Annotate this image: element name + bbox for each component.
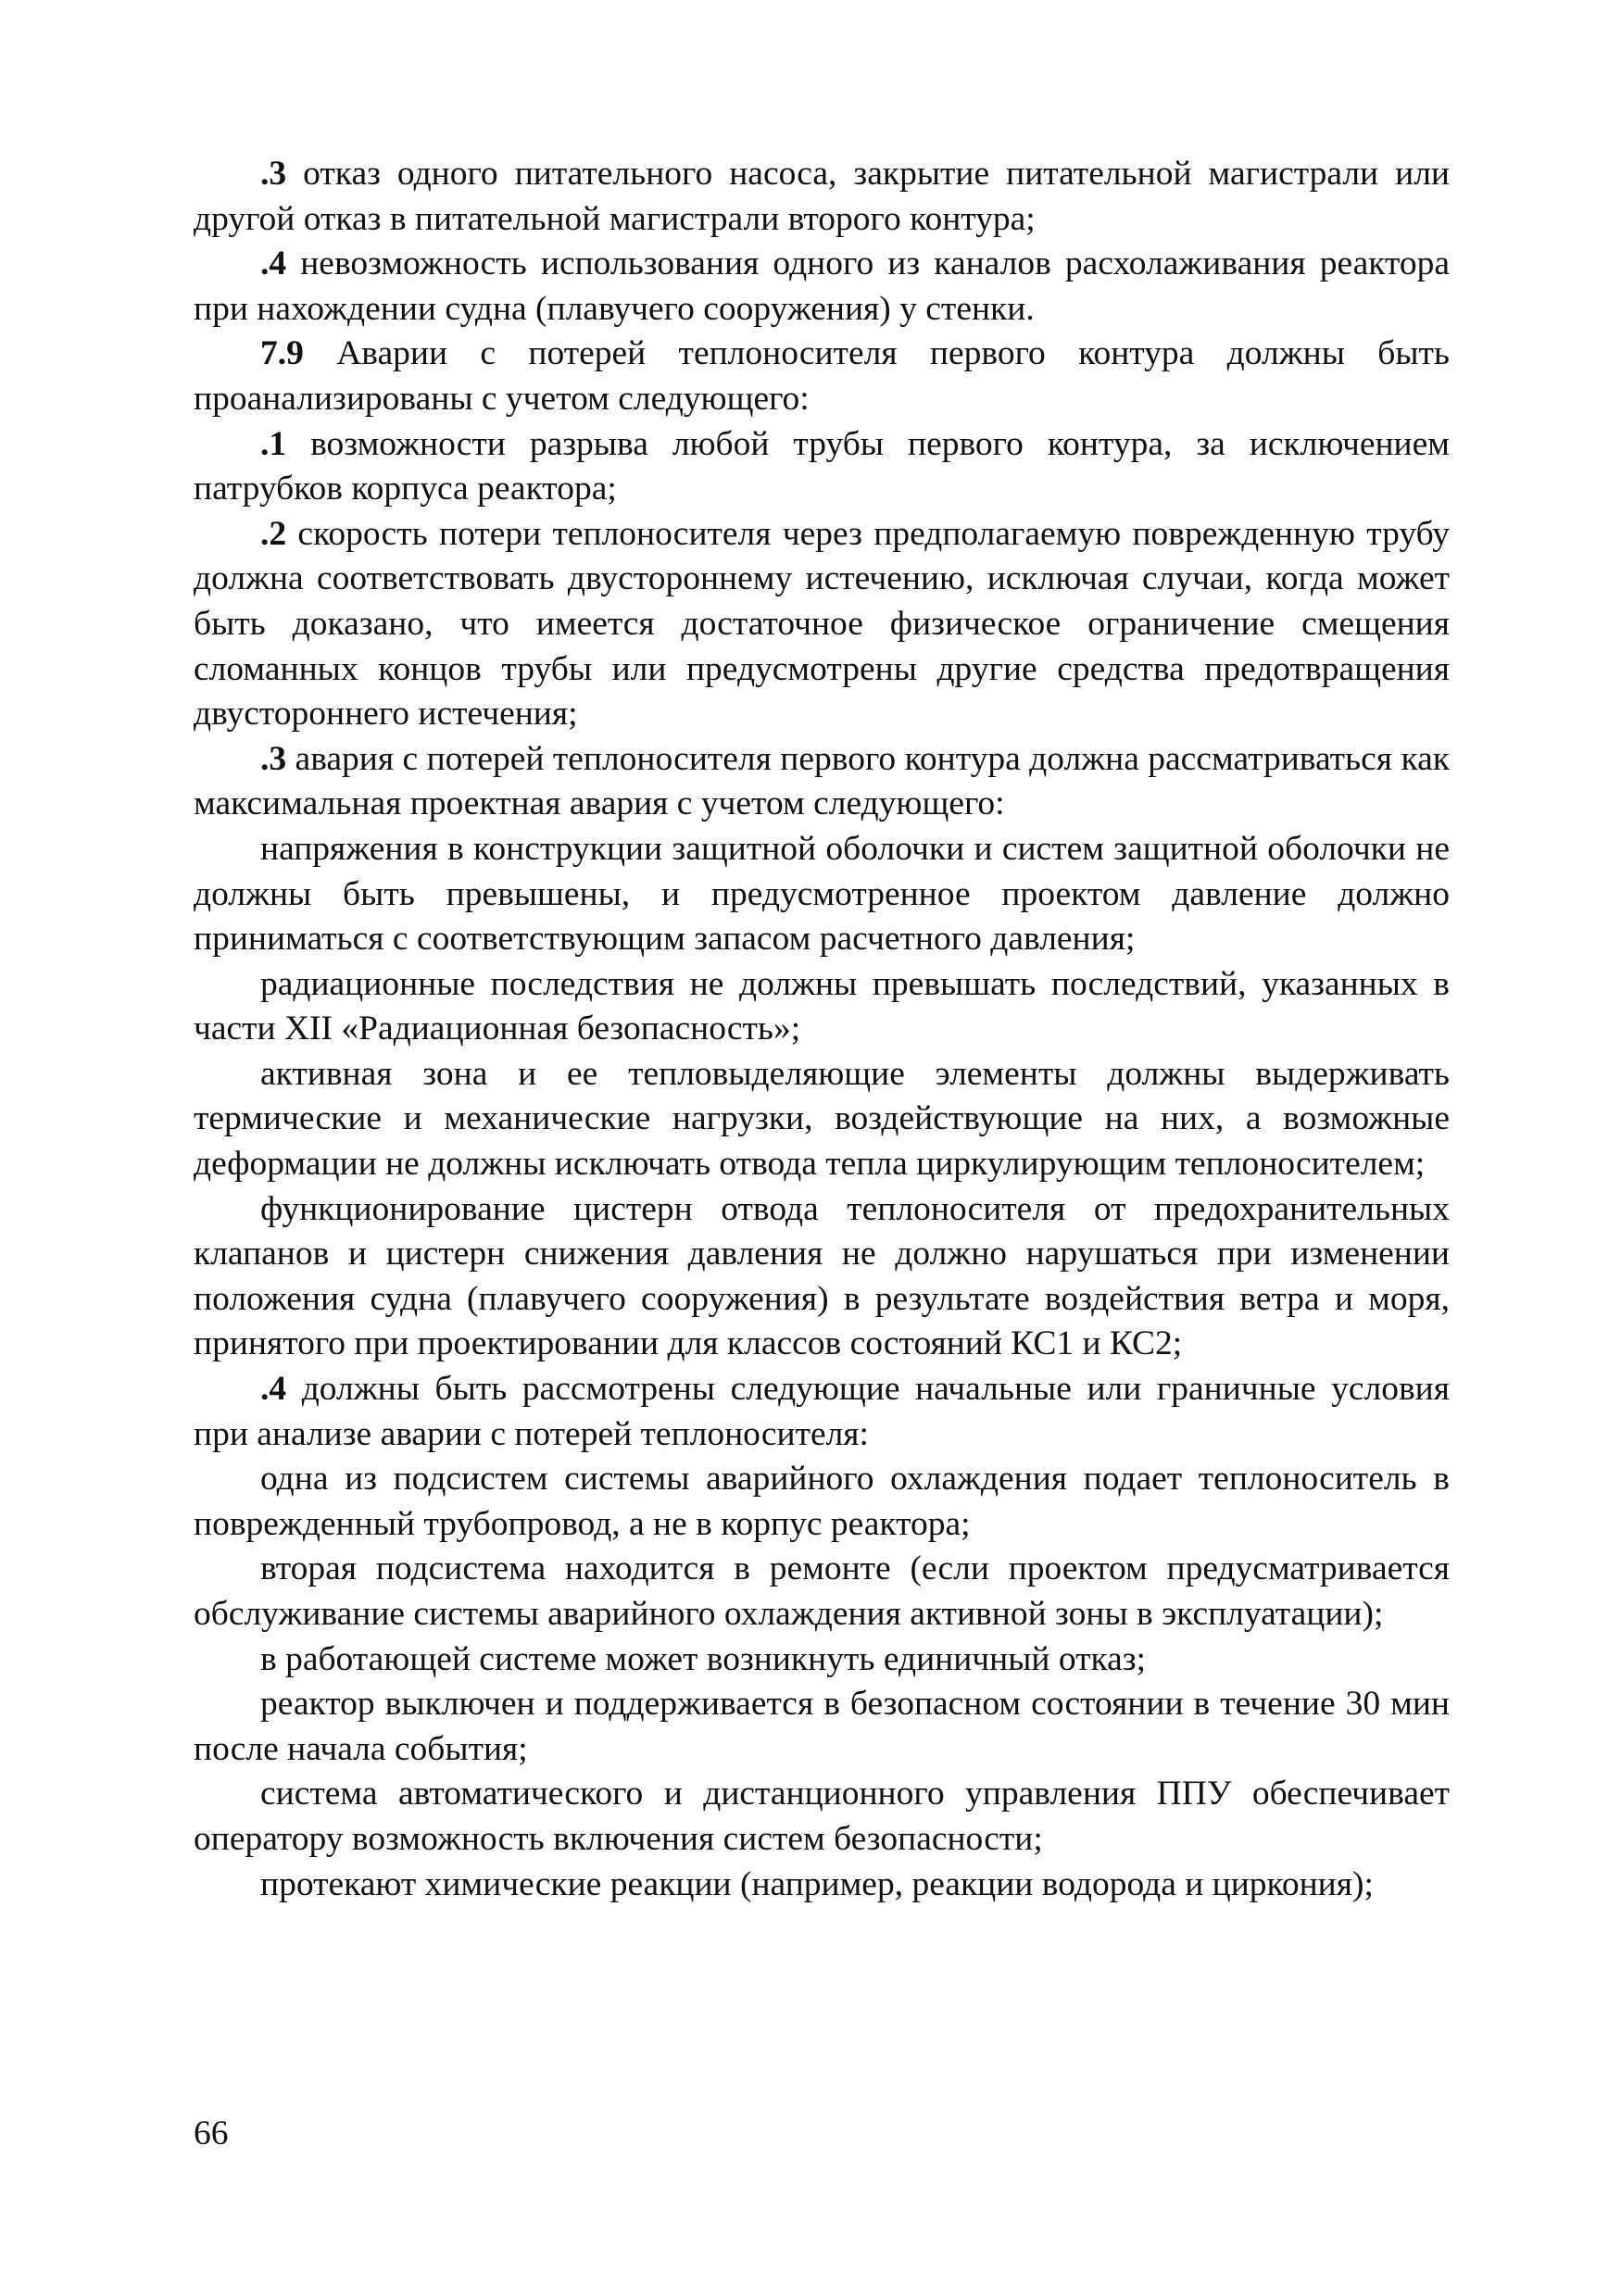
paragraph-text: протекают химические реакции (например, реакции водорода и циркония); [260,1864,1374,1903]
item-number: .2 [260,514,287,553]
paragraph-text: активная зона и ее тепловыделяющие элементы должны выдерживать термические и механические нагрузки, воздействующие на них, а возможные деформации не должны исключать отвода тепла циркулирующим теплоносителем; [194,1054,1450,1184]
paragraph-text: система автоматического и дистанционного управления ППУ обеспечивает оператору возможность включения систем безопасности; [194,1775,1450,1858]
section-paragraph [194,332,1450,421]
item-number: .1 [260,424,287,463]
paragraph-text: радиационные последствия не должны превышать последствий, указанных в части XII «Радиационная безопасность»; [194,964,1450,1048]
section-number: 7.9 [260,334,304,373]
paragraph-text: одна из подсистем системы аварийного охлаждения подает теплоноситель в поврежденный трубопровод, а не в корпус реактора; [194,1460,1450,1543]
paragraph-text: возможности разрыва любой трубы первого контура, за исключением патрубков корпуса реактора; [194,424,1450,508]
paragraph [194,737,1450,827]
paragraph-text: Аварии с потерей теплоносителя первого контура должны быть проанализированы с учетом следующего: [194,334,1450,418]
paragraph [194,152,1450,242]
item-number: .4 [260,245,287,283]
subparagraph [194,1187,1450,1367]
paragraph-text: авария с потерей теплоносителя первого контура должна рассматриваться как максимальная проектная авария с учетом следующего: [194,739,1450,823]
subparagraph [194,1637,1450,1683]
paragraph-text: в работающей системе может возникнуть единичный отказ; [260,1639,1147,1678]
paragraph [194,422,1450,512]
paragraph-text: невозможность использования одного из каналов расхолаживания реактора при нахождении судна (плавучего сооружения) у стенки. [194,245,1450,328]
subparagraph [194,1457,1450,1547]
subparagraph [194,1547,1450,1637]
item-number: .4 [260,1370,287,1409]
item-number: .3 [260,739,287,778]
subparagraph [194,1863,1450,1908]
paragraph-text: должны быть рассмотрены следующие начальные или граничные условия при анализе аварии с потерей теплоносителя: [194,1370,1450,1453]
paragraph-text: реактор выключен и поддерживается в безопасном состоянии в течение 30 мин после начала события; [194,1685,1450,1768]
paragraph [194,1367,1450,1457]
paragraph-text: функционирование цистерн отвода теплоносителя от предохранительных клапанов и цистерн снижения давления не должно нарушаться при изменении положения судна (плавучего сооружения) в результате воздействия ветра и моря, принятого при проектировании для классов состояний КС1 и КС2; [194,1189,1450,1363]
paragraph [194,242,1450,332]
subparagraph [194,1052,1450,1187]
subparagraph [194,827,1450,962]
subparagraph [194,1682,1450,1772]
paragraph-text: скорость потери теплоносителя через предполагаемую поврежденную трубу должна соответствовать двустороннему истечению, исключая случаи, когда может быть доказано, что имеется достаточное физическое ограничение смещения сломанных концов трубы или предусмотрены другие средства предотвращения двустороннего истечения; [194,514,1450,734]
item-number: .3 [260,155,287,193]
paragraph [194,512,1450,737]
page-number: 66 [194,2114,229,2152]
paragraph-text: вторая подсистема находится в ремонте (если проектом предусматривается обслуживание системы аварийного охлаждения активной зоны в эксплуатации); [194,1549,1450,1633]
subparagraph [194,1772,1450,1862]
page-body [194,152,1450,1907]
paragraph-text: отказ одного питательного насоса, закрытие питательной магистрали или другой отказ в питательной магистрали второго контура; [194,155,1450,238]
paragraph-text: напряжения в конструкции защитной оболочки и систем защитной оболочки не должны быть превышены, и предусмотренное проектом давление должно приниматься с соответствующим запасом расчетного давления; [194,829,1450,959]
subparagraph [194,962,1450,1052]
